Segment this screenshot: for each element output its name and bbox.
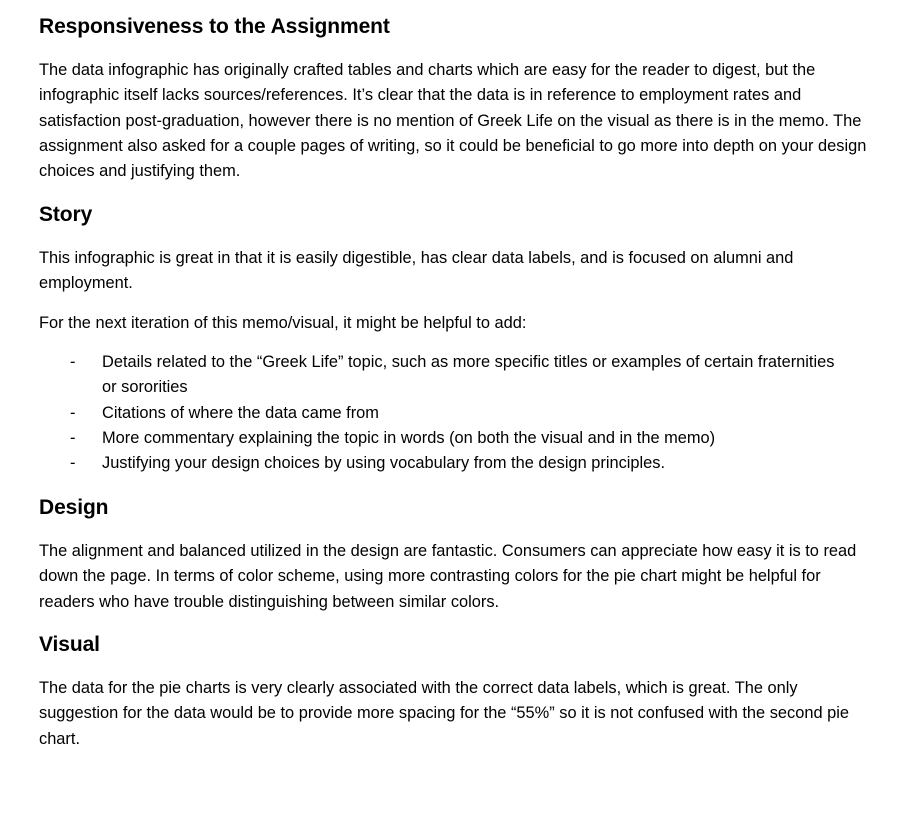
list-item-text: Citations of where the data came from bbox=[102, 403, 379, 422]
heading-story: Story bbox=[39, 203, 93, 226]
list-item-text: More commentary explaining the topic in words (on both the visual and in the memo) bbox=[102, 428, 716, 447]
heading-design: Design bbox=[39, 496, 109, 519]
paragraph-design: The alignment and balanced utilized in the design are fantastic. Consumers can appreciate how easy it is to read down the page. In terms of color scheme, using more contrasting colors for the pie chart might be helpful for readers who have trouble distinguishing between similar colors. bbox=[39, 542, 857, 611]
suggestion-list bbox=[39, 350, 839, 476]
heading-responsiveness: Responsiveness to the Assignment bbox=[39, 15, 390, 38]
paragraph-story-intro: For the next iteration of this memo/visual, it might be helpful to add: bbox=[39, 314, 527, 332]
bullet-dash: - bbox=[70, 454, 76, 473]
bullet-dash: - bbox=[70, 353, 76, 371]
list-item-text: Justifying your design choices by using vocabulary from the design principles. bbox=[102, 454, 666, 473]
list-item bbox=[39, 451, 839, 476]
heading-visual: Visual bbox=[39, 633, 100, 656]
paragraph-responsiveness: The data infographic has originally crafted tables and charts which are easy for the reader to digest, but the infographic itself lacks sources/references. It’s clear that the data is in reference to employment rates and satisfaction post-graduation, however there is no mention of Greek Life on the visual as there is in the memo. The assignment also asked for a couple pages of writing, so it could be beneficial to go more into depth on your design choices and justifying them. bbox=[39, 61, 867, 181]
bullet-dash: - bbox=[70, 403, 76, 422]
list-item-text: Details related to the “Greek Life” topic, such as more specific titles or examples of certain fraternities or sororities bbox=[102, 353, 835, 397]
paragraph-visual: The data for the pie charts is very clearly associated with the correct data labels, which is great. The only suggestion for the data would be to provide more spacing for the “55%” so it is not confused with the second pie chart. bbox=[39, 679, 849, 748]
list-item bbox=[39, 401, 839, 426]
list-item bbox=[39, 426, 839, 451]
list-item bbox=[39, 350, 839, 401]
paragraph-story: This infographic is great in that it is easily digestible, has clear data labels, and is focused on alumni and employment. bbox=[39, 249, 794, 293]
bullet-dash: - bbox=[70, 428, 76, 447]
